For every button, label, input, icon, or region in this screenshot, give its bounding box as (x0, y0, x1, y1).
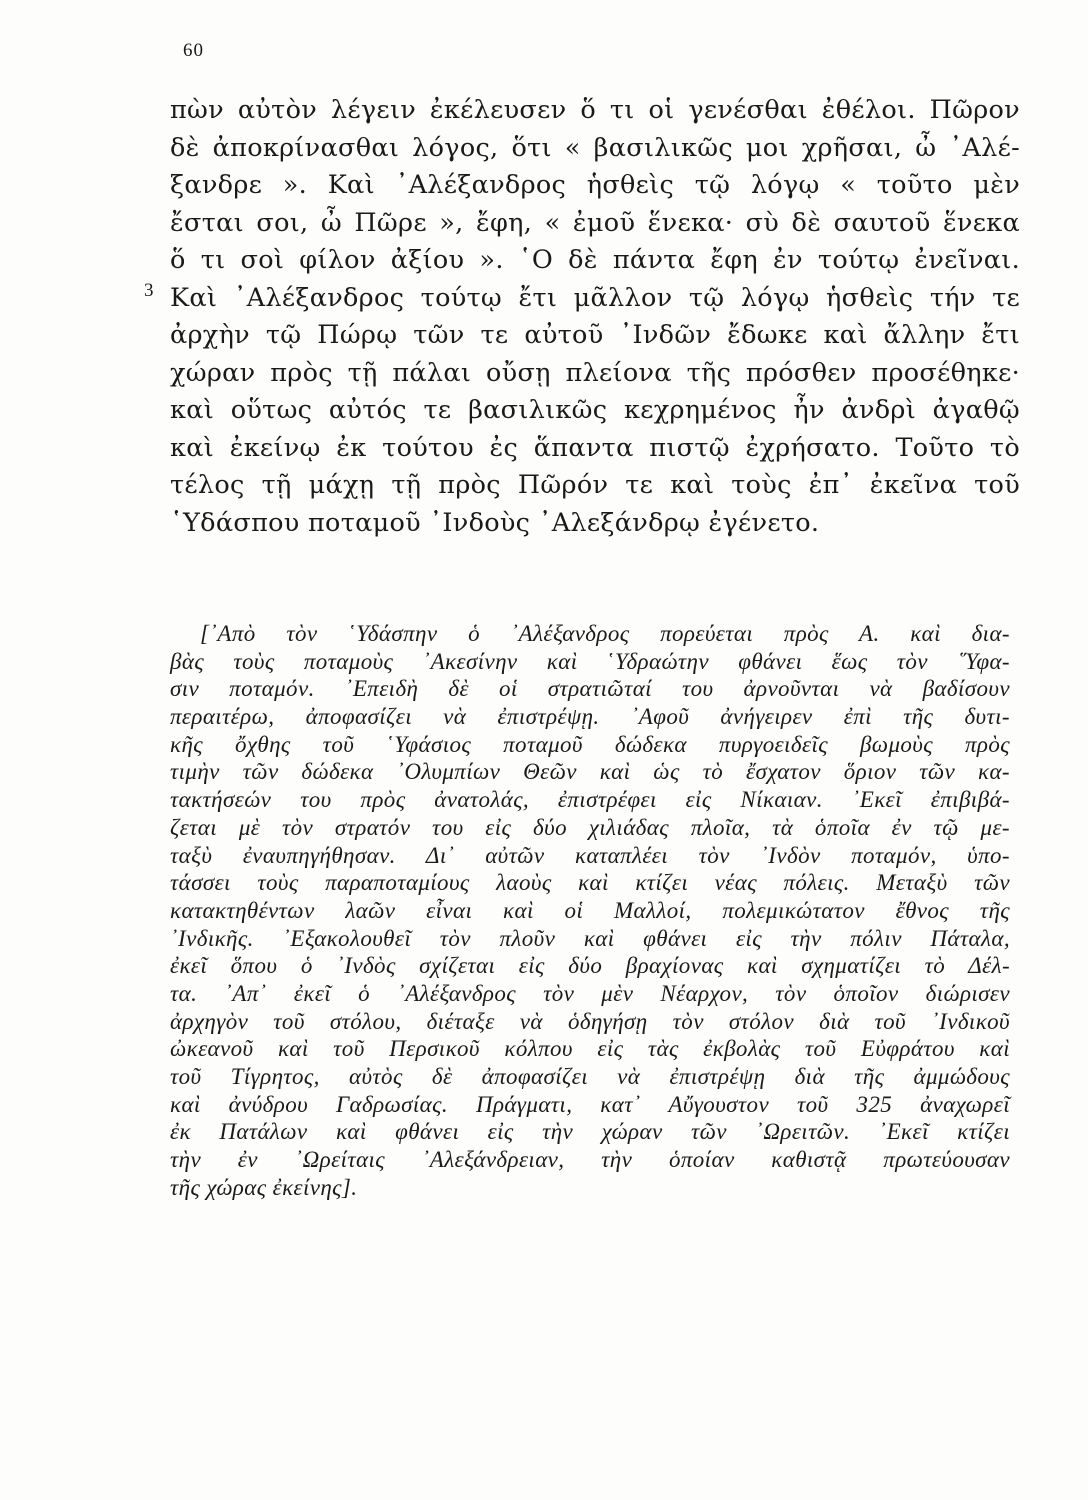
italic-summary-note (170, 620, 1010, 1201)
text-line: δὲ ἀποκρίνασθαι λόγος, ὅτι « βασιλικῶς μοι χρῆσαι, ὦ ᾿Αλέ- (170, 132, 1020, 163)
note-line: ἐκ Πατάλων καὶ φθάνει εἰς τὴν χώραν τῶν ᾿Ωρειτῶν. ᾿Εκεῖ κτίζει (170, 1119, 1010, 1145)
note-line: κατακτηθέντων λαῶν εἶναι καὶ οἱ Μαλλοί, πολεμικώτατον ἔθνος τῆς (170, 897, 1010, 923)
text-line: ἀρχὴν τῷ Πώρῳ τῶν τε αὐτοῦ ᾿Ινδῶν ἔδωκε καὶ ἄλλην ἔτι (170, 320, 1020, 350)
text-line: ὅ τι σοὶ φίλον ἀξίου ». ῾Ο δὲ πάντα ἔφη ἐν τούτῳ ἐνεῖναι. (170, 245, 1020, 275)
note-line: τοῦ Τίγρητος, αὐτὸς δὲ ἀποφασίζει νὰ ἐπιστρέψῃ διὰ τῆς ἀμμώδους (170, 1064, 1010, 1089)
note-line: [᾿Απὸ τὸν ῾Υδάσπην ὁ ᾿Αλέξανδρος πορεύεται πρὸς Α. καὶ δια- (200, 621, 1010, 646)
note-line: τακτήσεών του πρὸς ἀνατολάς, ἐπιστρέφει εἰς Νίκαιαν. ᾿Εκεῖ ἐπιβιβά- (170, 787, 1010, 813)
text-line: ῾Υδάσπου ποταμοῦ ᾿Ινδοὺς ᾿Αλεξάνδρῳ ἐγένετο. (170, 507, 820, 538)
note-line: ἐκεῖ ὅπου ὁ ᾿Ινδὸς σχίζεται εἰς δύο βραχίονας καὶ σχηματίζει τὸ Δέλ- (170, 953, 1010, 979)
note-line: καὶ ἀνύδρου Γαδρωσίας. Πράγματι, κατ᾿ Αὔγουστον τοῦ 325 ἀναχωρεῖ (170, 1091, 1010, 1117)
note-line: ταξὺ ἐναυπηγήθησαν. Δι᾿ αὐτῶν καταπλέει τὸν ᾿Ινδὸν ποταμόν, ὑπο- (170, 842, 1010, 868)
note-line: τῆς χώρας ἐκείνης]. (170, 1174, 358, 1200)
note-line: κῆς ὄχθης τοῦ ῾Υφάσιος ποταμοῦ δώδεκα πυργοειδεῖς βωμοὺς πρὸς (170, 731, 1010, 757)
greek-main-text (144, 92, 1020, 542)
note-line: ζεται μὲ τὸν στρατόν του εἰς δύο χιλιάδας πλοῖα, τὰ ὁποῖα ἐν τῷ με- (170, 814, 1010, 840)
section-number: 3 (144, 279, 154, 301)
text-line: τέλος τῇ μάχῃ τῇ πρὸς Πῶρόν τε καὶ τοὺς ἐπ᾿ ἐκεῖνα τοῦ (170, 470, 1020, 500)
text-line: Καὶ ᾿Αλέξανδρος τούτῳ ἔτι μᾶλλον τῷ λόγῳ ἡσθεὶς τήν τε (170, 282, 1020, 313)
text-line: καὶ οὕτως αὐτός τε βασιλικῶς κεχρημένος ἦν ἀνδρὶ ἀγαθῷ (170, 395, 1020, 425)
note-line: τάσσει τοὺς παραποταμίους λαοὺς καὶ κτίζει νέας πόλεις. Μεταξὺ τῶν (170, 870, 1010, 896)
note-line: περαιτέρω, ἀποφασίζει νὰ ἐπιστρέψῃ. ᾿Αφοῦ ἀνήγειρεν ἐπὶ τῆς δυτι- (170, 704, 1010, 730)
text-line: καὶ ἐκείνῳ ἐκ τούτου ἐς ἅπαντα πιστῷ ἐχρήσατο. Τοῦτο τὸ (170, 432, 1020, 463)
note-line: τιμὴν τῶν δώδεκα ᾿Ολυμπίων Θεῶν καὶ ὡς τὸ ἔσχατον ὅριον τῶν κα- (170, 759, 1010, 785)
note-line: βὰς τοὺς ποταμοὺς ᾿Ακεσίνην καὶ ῾Υδραώτην φθάνει ἕως τὸν ῞Υφα- (170, 648, 1010, 674)
note-line: ἀρχηγὸν τοῦ στόλου, διέταξε νὰ ὁδηγήσῃ τὸν στόλον διὰ τοῦ ᾿Ινδικοῦ (170, 1008, 1010, 1034)
note-line: ᾿Ινδικῆς. ᾿Εξακολουθεῖ τὸν πλοῦν καὶ φθάνει εἰς τὴν πόλιν Πάταλα, (170, 925, 1010, 951)
text-line: ἔσται σοι, ὦ Πῶρε », ἔφη, « ἐμοῦ ἕνεκα· σὺ δὲ σαυτοῦ ἕνεκα (170, 207, 1020, 238)
note-line: σιν ποταμόν. ᾿Επειδὴ δὲ οἱ στρατιῶταί του ἀρνοῦνται νὰ βαδίσουν (170, 676, 1010, 702)
note-line: τὴν ἐν ᾿Ωρείταις ᾿Αλεξάνδρειαν, τὴν ὁποίαν καθιστᾷ πρωτεύουσαν (170, 1147, 1010, 1173)
text-line: ξανδρε ». Καὶ ᾿Αλέξανδρος ἡσθεὶς τῷ λόγῳ « τοῦτο μὲν (170, 170, 1020, 200)
page-number: 60 (183, 40, 204, 61)
text-line: χώραν πρὸς τῇ πάλαι οὔσῃ πλείονα τῆς πρόσθεν προσέθηκε· (170, 357, 1020, 388)
note-line: ὠκεανοῦ καὶ τοῦ Περσικοῦ κόλπου εἰς τὰς ἐκβολὰς τοῦ Εὐφράτου καὶ (170, 1036, 1010, 1062)
text-line: πὼν αὐτὸν λέγειν ἐκέλευσεν ὅ τι οἱ γενέσθαι ἐθέλοι. Πῶρον (170, 95, 1020, 125)
note-line: τα. ᾿Απ᾿ ἐκεῖ ὁ ᾿Αλέξανδρος τὸν μὲν Νέαρχον, τὸν ὁποῖον διώρισεν (170, 980, 1010, 1006)
section-3 (144, 279, 1020, 318)
